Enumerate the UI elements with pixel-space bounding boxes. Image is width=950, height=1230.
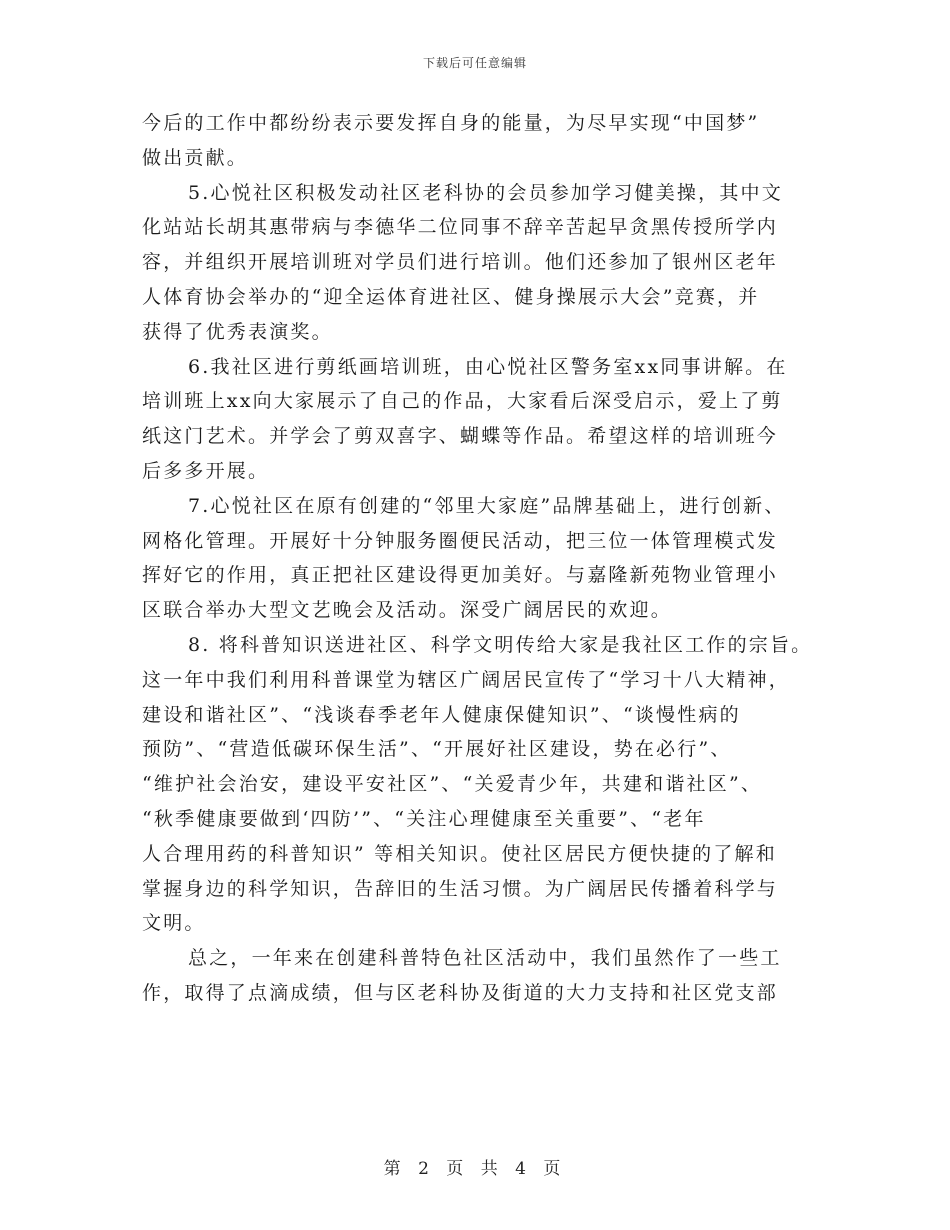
text-line: 做出贡献。 [142, 146, 249, 169]
text-line: 挥好它的作用，真正把社区建设得更加美好。与嘉隆新苑物业管理小 [142, 564, 779, 587]
paragraph-first-line: 8. 将科普知识送进社区、科学文明传给大家是我社区工作的宗旨。 [188, 633, 813, 656]
text-line: “秋季健康要做到‘四防’”、“关注心理健康至关重要”、“老年 [142, 807, 706, 830]
paragraph-first-line: 6.我社区进行剪纸画培训班，由心悦社区警务室xx同事讲解。在 [188, 355, 788, 378]
text-line: 今后的工作中都纷纷表示要发挥自身的能量，为尽早实现“中国梦” [142, 112, 760, 134]
text-line: “维护社会治安，建设平安社区”、“关爱青少年，共建和谐社区”、 [142, 773, 763, 796]
text-line: 容，并组织开展培训班对学员们进行培训。他们还参加了银州区老年 [142, 251, 779, 274]
paragraph-first-line: 5.心悦社区积极发动社区老科协的会员参加学习健美操，其中文 [188, 181, 783, 204]
text-line: 作，取得了点滴成绩，但与区老科协及街道的大力支持和社区党支部 [142, 981, 779, 1004]
text-line: 培训班上xx向大家展示了自己的作品，大家看后深受启示，爱上了剪 [142, 390, 783, 413]
text-line: 这一年中我们利用科普课堂为辖区广阔居民宣传了“学习十八大精神， [142, 668, 790, 691]
paragraph-first-line: 7.心悦社区在原有创建的“邻里大家庭”品牌基础上，进行创新、 [188, 494, 786, 517]
text-line: 化站站长胡其惠带病与李德华二位同事不辞辛苦起早贪黑传授所学内 [142, 216, 779, 239]
text-line: 区联合举办大型文艺晚会及活动。深受广阔居民的欢迎。 [142, 599, 673, 622]
text-line: 人合理用药的科普知识” 等相关知识。使社区居民方便快捷的了解和 [142, 842, 777, 865]
page-number: 第 2 页 共 4 页 [383, 1159, 567, 1179]
text-line: 获得了优秀表演奖。 [142, 320, 333, 343]
text-line: 建设和谐社区”、“浅谈春季老年人健康保健知识”、“谈慢性病的 [142, 703, 741, 726]
text-line: 人体育协会举办的“迎全运体育进社区、健身操展示大会”竞赛，并 [142, 285, 760, 308]
document-body [142, 106, 822, 1011]
text-line: 网格化管理。开展好十分钟服务圈便民活动，把三位一体管理模式发 [142, 529, 779, 552]
header-note: 下载后可任意编辑 [422, 56, 527, 70]
text-line: 文明。 [142, 912, 206, 935]
text-line: 纸这门艺术。并学会了剪双喜字、蝴蝶等作品。希望这样的培训班今 [142, 425, 779, 448]
paragraph-first-line: 总之，一年来在创建科普特色社区活动中，我们虽然作了一些工 [188, 947, 782, 970]
text-line: 预防”、“营造低碳环保生活”、“开展好社区建设，势在必行”、 [142, 738, 732, 761]
text-line: 掌握身边的科学知识，告辞旧的生活习惯。为广阔居民传播着科学与 [142, 877, 779, 900]
text-line: 后多多开展。 [142, 459, 270, 482]
